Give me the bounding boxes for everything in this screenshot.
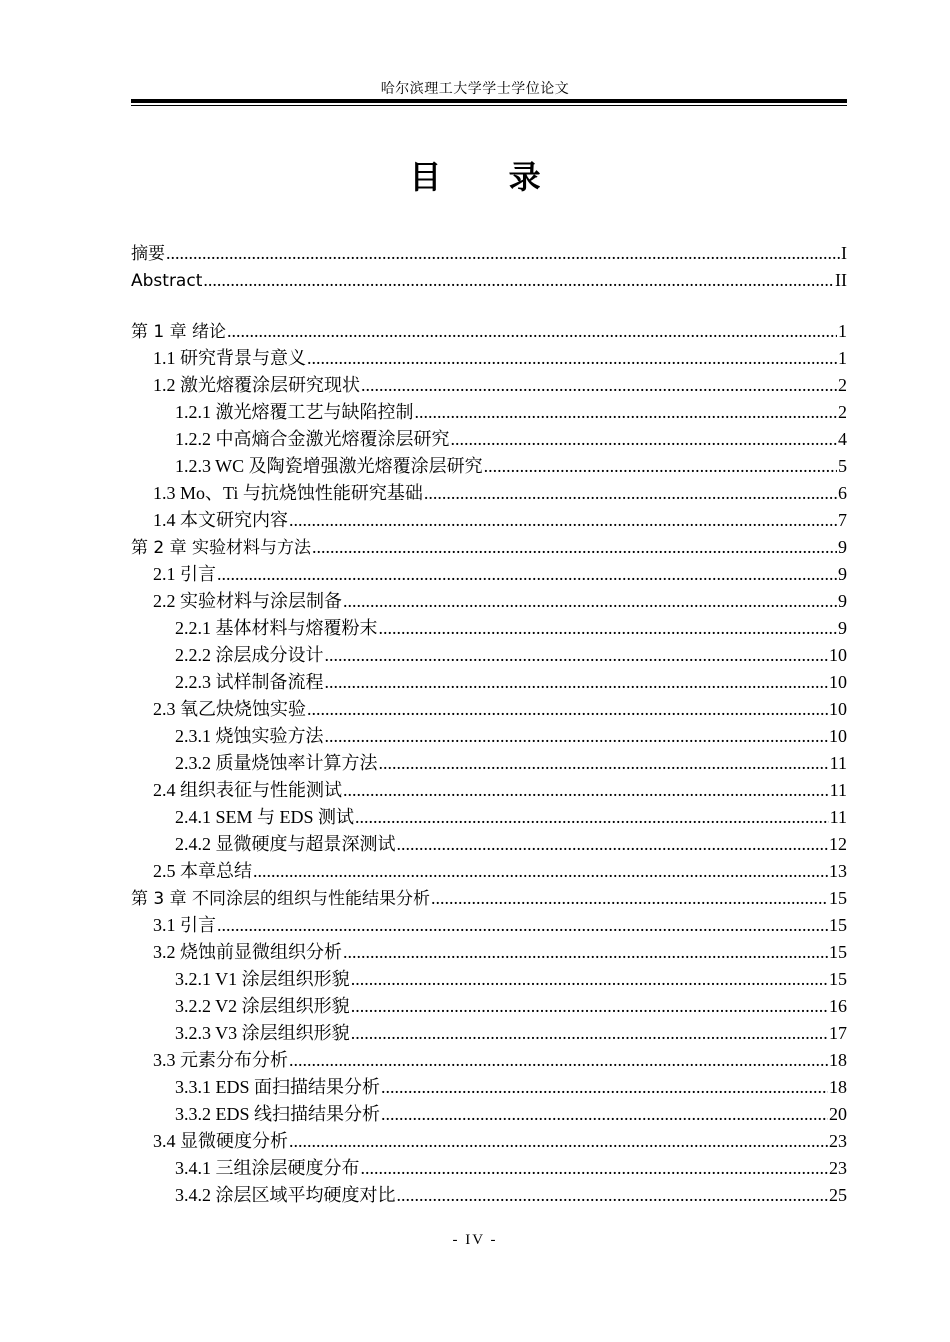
- toc-entry-title: 2.4.1 SEM 与 EDS 测试: [175, 807, 355, 827]
- toc-entry-page: 4: [838, 429, 847, 449]
- toc-entry-title: 第 1 章 绪论: [131, 322, 227, 342]
- toc-leader-dots: [289, 507, 837, 534]
- toc-entry-title: 3.3.2 EDS 线扫描结果分析: [175, 1104, 381, 1124]
- toc-entry-title: Abstract: [131, 271, 203, 291]
- toc-entry-page: 1: [838, 321, 847, 341]
- toc-entry[interactable]: [131, 426, 847, 453]
- toc-leader-dots: [361, 372, 837, 399]
- toc-entry[interactable]: [131, 561, 847, 588]
- toc-entry[interactable]: [131, 1182, 847, 1209]
- toc-leader-dots: [361, 1155, 829, 1182]
- toc-leader-dots: [217, 561, 837, 588]
- toc-entry-title: 3.2.1 V1 涂层组织形貌: [175, 969, 350, 989]
- toc-leader-dots: [307, 345, 837, 372]
- toc-entry-page: 11: [829, 753, 847, 773]
- toc-entry[interactable]: [131, 588, 847, 615]
- toc-entry[interactable]: [131, 669, 847, 696]
- toc-entry-title: 3.4.2 涂层区域平均硬度对比: [175, 1185, 396, 1205]
- toc-leader-dots: [379, 615, 838, 642]
- toc-entry[interactable]: [131, 912, 847, 939]
- toc-entry[interactable]: [131, 939, 847, 966]
- toc-entry-title: 摘要: [131, 244, 165, 264]
- toc-entry[interactable]: [131, 1074, 847, 1101]
- toc-entry-page: 15: [829, 888, 847, 908]
- toc-entry[interactable]: [131, 372, 847, 399]
- toc-leader-dots: [351, 993, 828, 1020]
- toc-entry-page: 15: [829, 969, 847, 989]
- toc-leader-dots: [253, 858, 828, 885]
- toc-entry[interactable]: [131, 642, 847, 669]
- toc-leader-dots: [431, 885, 828, 912]
- toc-leader-dots: [355, 804, 829, 831]
- toc-entry-title: 2.4.2 显微硬度与超景深测试: [175, 834, 396, 854]
- toc-entry[interactable]: [131, 750, 847, 777]
- header-rule-thin: [131, 105, 847, 106]
- toc-entry-page: 10: [829, 699, 847, 719]
- toc-entry[interactable]: [131, 804, 847, 831]
- header-rule-thick: [131, 99, 847, 103]
- toc-entry-title: 2.4 组织表征与性能测试: [153, 780, 342, 800]
- toc-entry-title: 1.4 本文研究内容: [153, 510, 288, 530]
- toc-entry-title: 3.4 显微硬度分析: [153, 1131, 288, 1151]
- toc-entry-title: 2.2 实验材料与涂层制备: [153, 591, 342, 611]
- toc-entry-title: 3.3 元素分布分析: [153, 1050, 288, 1070]
- toc-entry[interactable]: [131, 1020, 847, 1047]
- page-title: 目 录: [409, 158, 569, 196]
- toc-leader-dots: [343, 588, 837, 615]
- toc-entry-title: 3.4.1 三组涂层硬度分布: [175, 1158, 360, 1178]
- running-header: 哈尔滨理工大学学士学位论文: [380, 82, 570, 97]
- toc-entry[interactable]: [131, 1047, 847, 1074]
- toc-entry[interactable]: [131, 615, 847, 642]
- toc-leader-dots: [484, 453, 837, 480]
- toc-entry[interactable]: [131, 240, 847, 267]
- toc-entry[interactable]: [131, 858, 847, 885]
- toc-entry-title: 1.1 研究背景与意义: [153, 348, 306, 368]
- toc-entry-page: 18: [829, 1050, 847, 1070]
- toc-entry-title: 1.2 激光熔覆涂层研究现状: [153, 375, 360, 395]
- toc-entry[interactable]: [131, 480, 847, 507]
- toc-leader-dots: [451, 426, 838, 453]
- toc-entry[interactable]: [131, 534, 847, 561]
- toc-entry[interactable]: [131, 1101, 847, 1128]
- toc-entry[interactable]: [131, 696, 847, 723]
- toc-entry-page: 1: [838, 348, 847, 368]
- toc-leader-dots: [397, 831, 829, 858]
- toc-entry-page: 25: [829, 1185, 847, 1205]
- toc-entry-title: 1.2.3 WC 及陶瓷增强激光熔覆涂层研究: [175, 456, 483, 476]
- toc-entry[interactable]: [131, 777, 847, 804]
- toc-entry-page: II: [835, 270, 847, 290]
- toc-entry-page: 18: [829, 1077, 847, 1097]
- toc-leader-dots: [351, 1020, 828, 1047]
- toc-entry[interactable]: [131, 1128, 847, 1155]
- toc-entry-page: 15: [829, 942, 847, 962]
- toc-entry[interactable]: [131, 399, 847, 426]
- toc-leader-dots: [381, 1074, 828, 1101]
- page-number: - IV -: [452, 1232, 498, 1248]
- toc-entry-page: 12: [829, 834, 847, 854]
- toc-entry-page: 2: [838, 375, 847, 395]
- table-of-contents: [131, 240, 847, 1209]
- toc-leader-dots: [325, 642, 829, 669]
- toc-leader-dots: [379, 750, 829, 777]
- toc-leader-dots: [397, 1182, 829, 1209]
- toc-entry-page: 11: [829, 780, 847, 800]
- toc-leader-dots: [289, 1047, 828, 1074]
- toc-entry-page: 10: [829, 726, 847, 746]
- toc-entry[interactable]: [131, 1155, 847, 1182]
- toc-entry-page: 2: [838, 402, 847, 422]
- toc-entry-title: 2.5 本章总结: [153, 861, 252, 881]
- toc-entry-page: I: [841, 243, 847, 263]
- toc-leader-dots: [289, 1128, 828, 1155]
- toc-entry-title: 2.2.2 涂层成分设计: [175, 645, 324, 665]
- toc-entry-title: 第 2 章 实验材料与方法: [131, 538, 312, 558]
- toc-entry[interactable]: [131, 453, 847, 480]
- toc-leader-dots: [351, 966, 828, 993]
- toc-entry[interactable]: [131, 723, 847, 750]
- toc-entry-title: 2.2.3 试样制备流程: [175, 672, 324, 692]
- toc-entry-title: 3.2.2 V2 涂层组织形貌: [175, 996, 350, 1016]
- toc-entry-page: 20: [829, 1104, 847, 1124]
- toc-entry-page: 15: [829, 915, 847, 935]
- toc-entry[interactable]: [131, 831, 847, 858]
- toc-leader-dots: [312, 534, 837, 561]
- toc-entry[interactable]: [131, 993, 847, 1020]
- toc-entry[interactable]: [131, 885, 847, 912]
- toc-entry-title: 1.2.1 激光熔覆工艺与缺陷控制: [175, 402, 414, 422]
- toc-leader-dots: [325, 723, 829, 750]
- toc-entry-title: 2.2.1 基体材料与熔覆粉末: [175, 618, 378, 638]
- toc-leader-dots: [343, 939, 828, 966]
- toc-entry[interactable]: [131, 966, 847, 993]
- toc-entry[interactable]: [131, 318, 847, 345]
- toc-entry-title: 3.3.1 EDS 面扫描结果分析: [175, 1077, 381, 1097]
- toc-leader-dots: [307, 696, 828, 723]
- toc-entry-title: 2.1 引言: [153, 564, 216, 584]
- toc-entry-title: 3.1 引言: [153, 915, 216, 935]
- toc-entry-page: 16: [829, 996, 847, 1016]
- toc-entry-title: 1.2.2 中高熵合金激光熔覆涂层研究: [175, 429, 450, 449]
- toc-entry-page: 9: [838, 618, 847, 638]
- toc-entry-page: 23: [829, 1131, 847, 1151]
- toc-entry-page: 10: [829, 645, 847, 665]
- toc-entry-title: 3.2 烧蚀前显微组织分析: [153, 942, 342, 962]
- toc-entry-title: 2.3.2 质量烧蚀率计算方法: [175, 753, 378, 773]
- toc-entry-page: 23: [829, 1158, 847, 1178]
- toc-entry[interactable]: [131, 345, 847, 372]
- toc-entry-title: 3.2.3 V3 涂层组织形貌: [175, 1023, 350, 1043]
- toc-leader-dots: [217, 912, 828, 939]
- toc-entry-title: 第 3 章 不同涂层的组织与性能结果分析: [131, 889, 431, 909]
- toc-leader-dots: [203, 267, 834, 294]
- toc-entry-page: 13: [829, 861, 847, 881]
- toc-entry-page: 7: [838, 510, 847, 530]
- toc-entry-page: 6: [838, 483, 847, 503]
- toc-leader-dots: [415, 399, 838, 426]
- toc-leader-dots: [325, 669, 829, 696]
- toc-entry-page: 17: [829, 1023, 847, 1043]
- toc-entry-page: 9: [838, 537, 847, 557]
- toc-leader-dots: [227, 318, 837, 345]
- toc-leader-dots: [166, 240, 840, 267]
- toc-entry-title: 2.3 氧乙炔烧蚀实验: [153, 699, 306, 719]
- toc-entry-page: 10: [829, 672, 847, 692]
- toc-entry[interactable]: [131, 267, 847, 294]
- toc-leader-dots: [381, 1101, 828, 1128]
- toc-leader-dots: [343, 777, 829, 804]
- toc-entry-page: 5: [838, 456, 847, 476]
- toc-entry-title: 1.3 Mo、Ti 与抗烧蚀性能研究基础: [153, 483, 423, 503]
- toc-leader-dots: [424, 480, 837, 507]
- toc-entry-page: 11: [829, 807, 847, 827]
- toc-entry-page: 9: [838, 564, 847, 584]
- toc-entry[interactable]: [131, 507, 847, 534]
- toc-entry-title: 2.3.1 烧蚀实验方法: [175, 726, 324, 746]
- toc-entry-page: 9: [838, 591, 847, 611]
